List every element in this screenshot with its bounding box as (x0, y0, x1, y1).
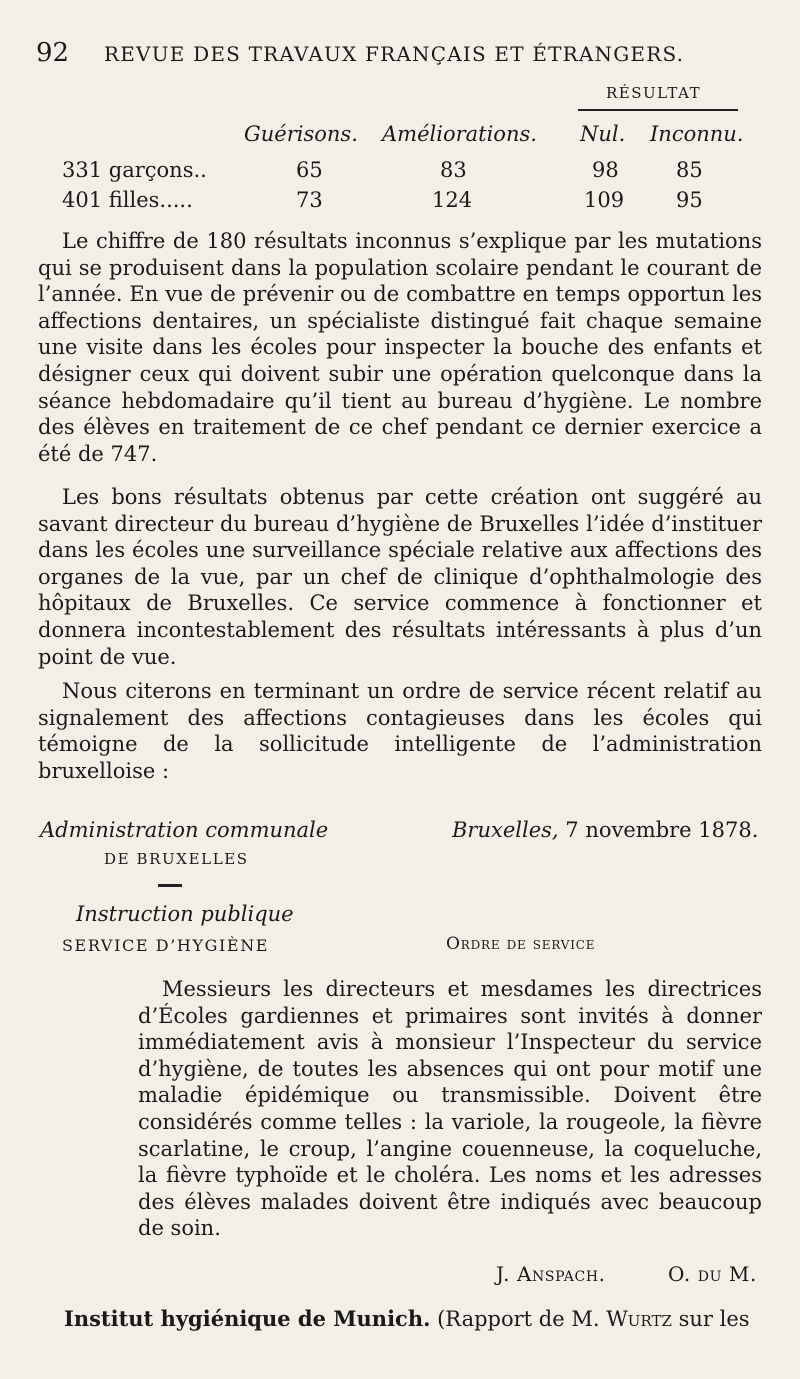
report-open: (Rapport de M. (437, 1307, 600, 1331)
column-header: Guérisons. (244, 122, 358, 146)
ordre-title: Ordre de service (446, 934, 596, 954)
ordre-paragraph: Messieurs les directeurs et mesdames les directrices d’Écoles gardiennes et primaires sont invités à donner immédiatement avis à monsieur l’Inspecteur du service d’hygiène, de toutes les absences qui ont pour motif une maladie épidémique ou transmissible. Doivent être considérés comme telles : la variole, la rougeole, la fièvre scarlatine, le croup, l’angine couenneuse, la coqueluche, la fièvre typhoïde et le choléra. Les noms et les adresses des élèves malades doivent être indiqués avec beaucoup de soin. (138, 977, 762, 1241)
row-label: 401 filles..... (62, 188, 193, 212)
row-label: 331 garçons.. (62, 158, 207, 182)
running-head: REVUE DES TRAVAUX FRANÇAIS ET ÉTRANGERS. (104, 42, 685, 66)
column-header: Inconnu. (650, 122, 744, 146)
table-cell: 85 (676, 158, 703, 182)
table-cell: 124 (432, 188, 473, 212)
paragraph-1 (38, 228, 762, 467)
table-cell: 83 (440, 158, 467, 182)
place: Bruxelles, (452, 818, 559, 842)
paragraph-text: Nous citerons en terminant un ordre de service récent relatif au signalement des affections contagieuses dans les écoles qui témoigne de la sollicitude intelligente de l’administration bruxelloise : (38, 679, 762, 783)
section-title: Institut hygiénique de Munich. (64, 1306, 431, 1331)
table-group-heading: RÉSULTAT (606, 84, 702, 102)
heading-rule (578, 109, 738, 111)
paragraph-3 (38, 678, 762, 784)
paragraph-text: Le chiffre de 180 résultats inconnus s’explique par les mutations qui se produisent dans la population scolaire pendant le courant de l’année. En vue de prévenir ou de combattre en temps opportun les affections dentaires, un spécialiste distingué fait chaque semaine une visite dans les écoles pour inspecter la bouche des enfants et désigner ceux qui doivent subir une opération quelconque dans la séance hebdomadaire qu’il tient au bureau d’hygiène. Le nombre des élèves en traitement de ce chef pendant ce dernier exercice a été de 747. (38, 229, 762, 466)
table-cell: 65 (296, 158, 323, 182)
report-rest: sur les (678, 1307, 750, 1331)
paragraph-2 (38, 484, 762, 670)
instruction-heading: Instruction publique (76, 902, 294, 926)
administration-heading: Administration communale (40, 818, 329, 842)
page-number: 92 (36, 38, 70, 68)
author-name: Wurtz (606, 1307, 672, 1331)
table-cell: 109 (584, 188, 625, 212)
service-heading: SERVICE D’HYGIÈNE (62, 936, 270, 955)
date: 7 novembre 1878. (565, 818, 759, 842)
table-cell: 98 (592, 158, 619, 182)
de-bruxelles-label: DE BRUXELLES (104, 850, 249, 868)
divider-rule (158, 884, 182, 887)
section-start-line (64, 1306, 750, 1331)
paragraph-text: Les bons résultats obtenus par cette création ont suggéré au savant directeur du bureau d’hygiène de Bruxelles l’idée d’instituer dans les écoles une surveillance spéciale relative aux affections des organes de la vue, par un chef de clinique d’ophthalmologie des hôpitaux de Bruxelles. Ce service commence à fonctionner et donnera incontestablement des résultats intéressants à plus d’un point de vue. (38, 485, 762, 669)
column-header: Améliorations. (382, 122, 537, 146)
signature-right: O. du M. (668, 1262, 757, 1286)
signature-left: J. Anspach. (496, 1262, 606, 1286)
table-cell: 73 (296, 188, 323, 212)
place-date (452, 818, 758, 842)
table-cell: 95 (676, 188, 703, 212)
column-header: Nul. (580, 122, 626, 146)
ordre-body (138, 976, 762, 1242)
